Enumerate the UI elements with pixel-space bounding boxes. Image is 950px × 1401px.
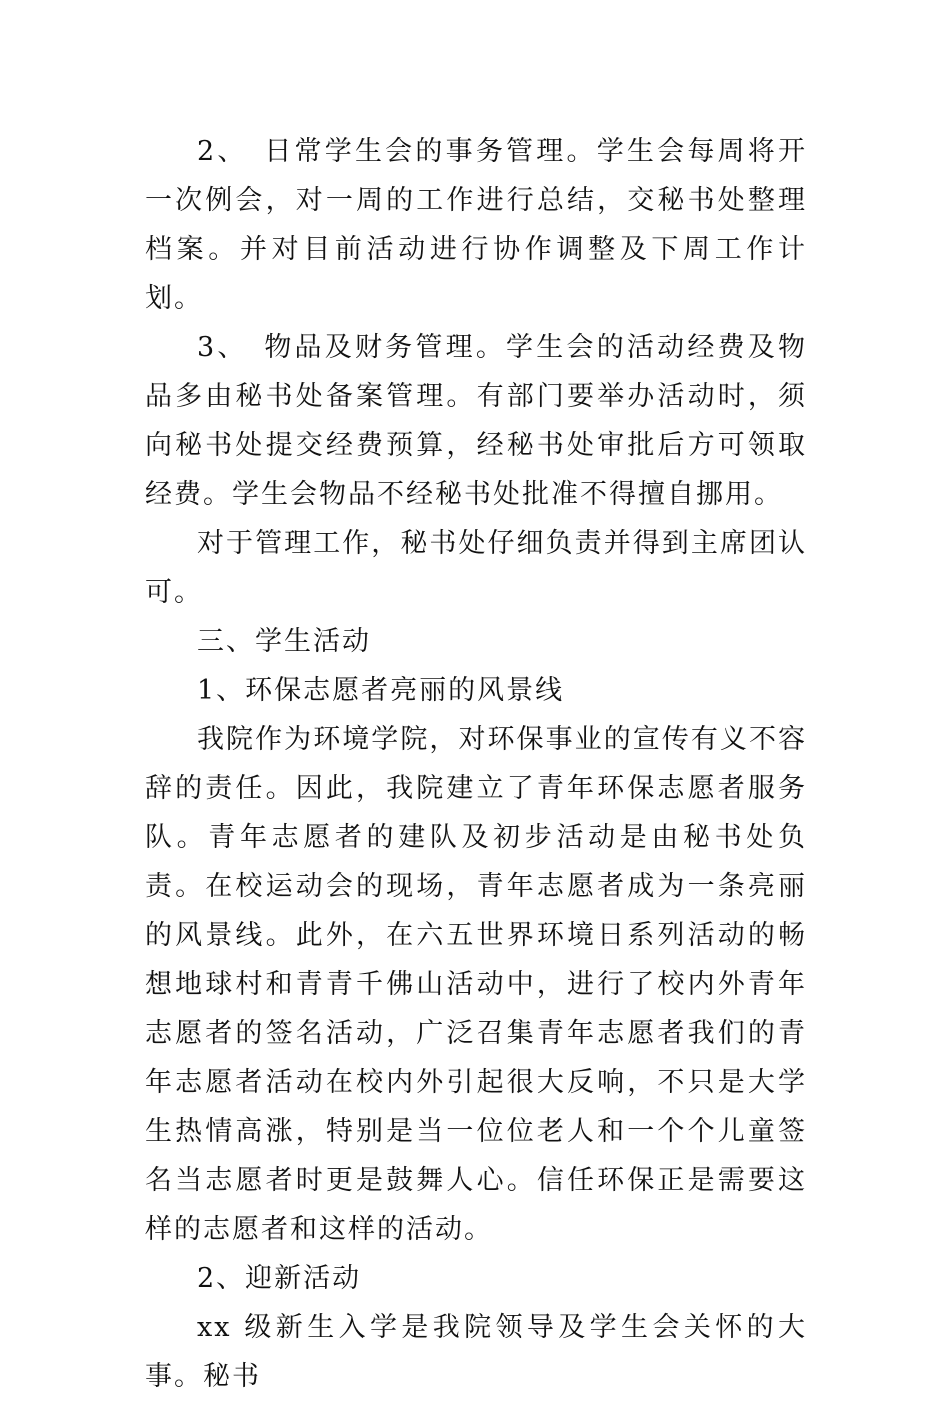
subheading-welcome-activity: 2、迎新活动 bbox=[197, 1263, 362, 1294]
paragraph-finance-management: 3、 物品及财务管理。学生会的活动经费及物品多由秘书处备案管理。有部门要举办活动时，须向秘书处提交经费预算，经秘书处审批后方可领取经费。学生会物品不经秘书处批准不得擅自挪用。 bbox=[145, 332, 807, 510]
paragraph-volunteers: 我院作为环境学院，对环保事业的宣传有义不容辞的责任。因此，我院建立了青年环保志愿者服务队。青年志愿者的建队及初步活动是由秘书处负责。在校运动会的现场，青年志愿者成为一条亮丽的风景线。此外，在六五世界环境日系列活动的畅想地球村和青青千佛山活动中，进行了校内外青年志愿者的签名活动，广泛召集青年志愿者我们的青年志愿者活动在校内外引起很大反响，不只是大学生热情高涨，特别是当一位位老人和一个个儿童签名当志愿者时更是鼓舞人心。信任环保正是需要这样的志愿者和这样的活动。 bbox=[145, 724, 807, 1245]
document-body bbox=[145, 127, 807, 1401]
subheading-volunteers: 1、环保志愿者亮丽的风景线 bbox=[197, 675, 565, 706]
section-heading-student-activities: 三、学生活动 bbox=[197, 626, 371, 657]
paragraph-daily-affairs: 2、 日常学生会的事务管理。学生会每周将开一次例会，对一周的工作进行总结，交秘书处整理档案。并对目前活动进行协作调整及下周工作计划。 bbox=[145, 136, 807, 314]
paragraph-welcome-activity: xx 级新生入学是我院领导及学生会关怀的大事。秘书 bbox=[145, 1312, 807, 1392]
paragraph-management-summary: 对于管理工作，秘书处仔细负责并得到主席团认可。 bbox=[145, 528, 807, 608]
